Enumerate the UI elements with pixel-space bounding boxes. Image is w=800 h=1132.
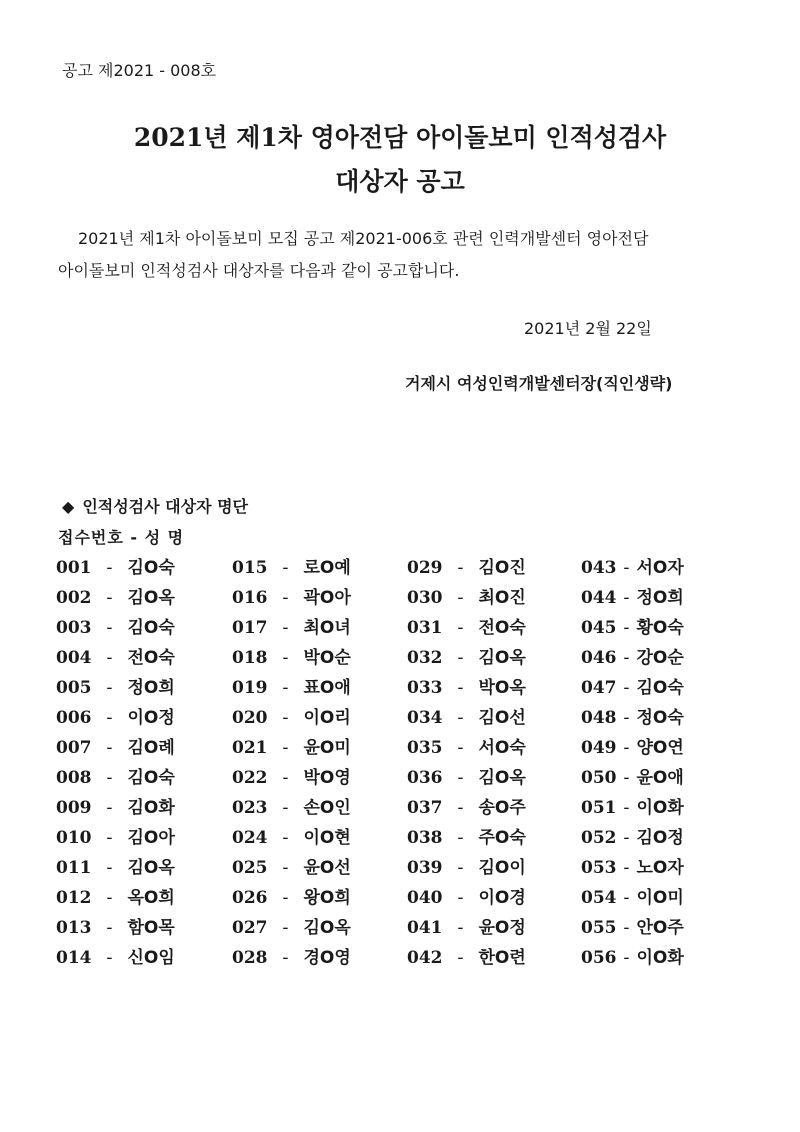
entry-number: 022 bbox=[232, 768, 268, 788]
roster-entry bbox=[232, 613, 351, 643]
entry-separator: - bbox=[282, 948, 289, 968]
entry-separator: - bbox=[623, 678, 630, 698]
roster-entry bbox=[581, 883, 684, 913]
roster-row bbox=[56, 733, 756, 763]
entry-separator: - bbox=[106, 588, 113, 608]
entry-number: 052 bbox=[581, 828, 617, 848]
entry-name: 경O영 bbox=[303, 948, 351, 968]
entry-number: 005 bbox=[56, 678, 92, 698]
entry-number: 055 bbox=[581, 918, 617, 938]
entry-name: 서O숙 bbox=[478, 738, 526, 758]
entry-separator: - bbox=[623, 888, 630, 908]
entry-number: 028 bbox=[232, 948, 268, 968]
entry-name: 김O정 bbox=[636, 828, 684, 848]
entry-name: 최O진 bbox=[478, 588, 526, 608]
roster-entry bbox=[407, 853, 526, 883]
entry-name: 김O아 bbox=[127, 828, 175, 848]
entry-separator: - bbox=[106, 858, 113, 878]
entry-number: 035 bbox=[407, 738, 443, 758]
entry-number: 008 bbox=[56, 768, 92, 788]
roster-table bbox=[56, 553, 756, 973]
entry-number: 009 bbox=[56, 798, 92, 818]
entry-separator: - bbox=[457, 948, 464, 968]
entry-name: 윤O선 bbox=[303, 858, 351, 878]
entry-name: 강O순 bbox=[636, 648, 684, 668]
roster-entry bbox=[407, 943, 526, 973]
entry-separator: - bbox=[457, 618, 464, 638]
entry-number: 018 bbox=[232, 648, 268, 668]
entry-name: 노O자 bbox=[636, 858, 684, 878]
entry-number: 029 bbox=[407, 558, 443, 578]
entry-separator: - bbox=[106, 618, 113, 638]
entry-name: 전O숙 bbox=[478, 618, 526, 638]
entry-separator: - bbox=[282, 588, 289, 608]
entry-name: 이O화 bbox=[636, 948, 684, 968]
entry-separator: - bbox=[106, 648, 113, 668]
entry-name: 박O옥 bbox=[478, 678, 526, 698]
entry-name: 손O인 bbox=[303, 798, 351, 818]
roster-entry bbox=[232, 823, 351, 853]
roster-entry bbox=[56, 733, 175, 763]
roster-entry bbox=[407, 733, 526, 763]
list-heading bbox=[62, 494, 248, 517]
entry-separator: - bbox=[623, 948, 630, 968]
entry-name: 박O순 bbox=[303, 648, 351, 668]
roster-entry bbox=[581, 823, 684, 853]
roster-entry bbox=[407, 703, 526, 733]
entry-separator: - bbox=[457, 918, 464, 938]
roster-entry bbox=[232, 913, 351, 943]
entry-separator: - bbox=[106, 888, 113, 908]
roster-entry bbox=[56, 763, 175, 793]
roster-entry bbox=[232, 733, 351, 763]
entry-name: 신O임 bbox=[127, 948, 175, 968]
entry-separator: - bbox=[282, 618, 289, 638]
roster-entry bbox=[232, 703, 351, 733]
entry-separator: - bbox=[457, 888, 464, 908]
roster-entry bbox=[581, 703, 684, 733]
entry-number: 020 bbox=[232, 708, 268, 728]
title-line-2: 대상자 공고 bbox=[335, 167, 465, 196]
roster-row bbox=[56, 943, 756, 973]
entry-number: 019 bbox=[232, 678, 268, 698]
entry-name: 로O예 bbox=[303, 558, 351, 578]
entry-number: 038 bbox=[407, 828, 443, 848]
roster-entry bbox=[232, 943, 351, 973]
roster-entry bbox=[56, 883, 175, 913]
entry-name: 김O례 bbox=[127, 738, 175, 758]
entry-number: 037 bbox=[407, 798, 443, 818]
entry-number: 007 bbox=[56, 738, 92, 758]
entry-separator: - bbox=[106, 798, 113, 818]
roster-row bbox=[56, 583, 756, 613]
roster-entry bbox=[232, 553, 351, 583]
entry-name: 서O자 bbox=[636, 558, 684, 578]
roster-row bbox=[56, 853, 756, 883]
entry-separator: - bbox=[106, 708, 113, 728]
entry-name: 윤O정 bbox=[478, 918, 526, 938]
entry-name: 김O옥 bbox=[303, 918, 351, 938]
roster-entry bbox=[407, 613, 526, 643]
entry-name: 김O이 bbox=[478, 858, 526, 878]
entry-separator: - bbox=[623, 768, 630, 788]
entry-separator: - bbox=[457, 648, 464, 668]
entry-number: 041 bbox=[407, 918, 443, 938]
entry-number: 011 bbox=[56, 858, 92, 878]
entry-separator: - bbox=[106, 918, 113, 938]
entry-name: 한O련 bbox=[478, 948, 526, 968]
entry-separator: - bbox=[282, 768, 289, 788]
entry-separator: - bbox=[282, 828, 289, 848]
entry-number: 053 bbox=[581, 858, 617, 878]
entry-number: 012 bbox=[56, 888, 92, 908]
entry-number: 032 bbox=[407, 648, 443, 668]
entry-separator: - bbox=[457, 558, 464, 578]
entry-name: 이O리 bbox=[303, 708, 351, 728]
entry-separator: - bbox=[623, 648, 630, 668]
entry-name: 양O연 bbox=[636, 738, 684, 758]
entry-separator: - bbox=[623, 618, 630, 638]
entry-number: 023 bbox=[232, 798, 268, 818]
document-number: 공고 제2021 - 008호 bbox=[62, 61, 217, 80]
entry-name: 전O숙 bbox=[127, 648, 175, 668]
entry-separator: - bbox=[457, 798, 464, 818]
entry-number: 045 bbox=[581, 618, 617, 638]
roster-row bbox=[56, 883, 756, 913]
entry-number: 027 bbox=[232, 918, 268, 938]
entry-number: 001 bbox=[56, 558, 92, 578]
entry-separator: - bbox=[623, 588, 630, 608]
entry-name: 표O애 bbox=[303, 678, 351, 698]
entry-separator: - bbox=[623, 828, 630, 848]
entry-name: 안O주 bbox=[636, 918, 684, 938]
entry-number: 039 bbox=[407, 858, 443, 878]
roster-entry bbox=[581, 913, 684, 943]
entry-separator: - bbox=[457, 768, 464, 788]
roster-entry bbox=[407, 823, 526, 853]
entry-number: 036 bbox=[407, 768, 443, 788]
entry-separator: - bbox=[282, 738, 289, 758]
entry-number: 050 bbox=[581, 768, 617, 788]
roster-entry bbox=[407, 763, 526, 793]
entry-separator: - bbox=[106, 828, 113, 848]
entry-number: 014 bbox=[56, 948, 92, 968]
entry-separator: - bbox=[457, 828, 464, 848]
roster-entry bbox=[581, 553, 684, 583]
entry-separator: - bbox=[623, 558, 630, 578]
entry-separator: - bbox=[457, 678, 464, 698]
list-heading-text: 인적성검사 대상자 명단 bbox=[82, 497, 249, 516]
entry-number: 047 bbox=[581, 678, 617, 698]
entry-separator: - bbox=[623, 918, 630, 938]
roster-entry bbox=[56, 943, 175, 973]
entry-name: 송O주 bbox=[478, 798, 526, 818]
entry-number: 013 bbox=[56, 918, 92, 938]
roster-row bbox=[56, 613, 756, 643]
roster-entry bbox=[407, 583, 526, 613]
entry-number: 003 bbox=[56, 618, 92, 638]
roster-entry bbox=[232, 883, 351, 913]
entry-name: 김O옥 bbox=[127, 588, 175, 608]
notice-date: 2021년 2월 22일 bbox=[524, 319, 652, 338]
entry-separator: - bbox=[106, 768, 113, 788]
entry-name: 김O숙 bbox=[636, 678, 684, 698]
entry-separator: - bbox=[106, 738, 113, 758]
roster-entry bbox=[56, 583, 175, 613]
entry-number: 048 bbox=[581, 708, 617, 728]
entry-name: 김O숙 bbox=[127, 618, 175, 638]
roster-entry bbox=[232, 583, 351, 613]
roster-row bbox=[56, 673, 756, 703]
entry-separator: - bbox=[623, 798, 630, 818]
entry-number: 033 bbox=[407, 678, 443, 698]
roster-entry bbox=[232, 853, 351, 883]
roster-entry bbox=[581, 643, 684, 673]
roster-entry bbox=[581, 793, 684, 823]
entry-name: 정O숙 bbox=[636, 708, 684, 728]
entry-separator: - bbox=[623, 738, 630, 758]
entry-name: 김O숙 bbox=[127, 558, 175, 578]
roster-entry bbox=[232, 673, 351, 703]
roster-entry bbox=[407, 883, 526, 913]
entry-number: 015 bbox=[232, 558, 268, 578]
roster-entry bbox=[407, 793, 526, 823]
entry-name: 김O화 bbox=[127, 798, 175, 818]
entry-number: 042 bbox=[407, 948, 443, 968]
entry-separator: - bbox=[106, 558, 113, 578]
entry-separator: - bbox=[623, 858, 630, 878]
roster-entry bbox=[56, 613, 175, 643]
entry-name: 김O옥 bbox=[478, 768, 526, 788]
diamond-bullet-icon: ◆ bbox=[62, 497, 75, 516]
entry-separator: - bbox=[282, 678, 289, 698]
entry-number: 043 bbox=[581, 558, 617, 578]
entry-name: 곽O아 bbox=[303, 588, 351, 608]
roster-entry bbox=[56, 673, 175, 703]
roster-row bbox=[56, 643, 756, 673]
entry-name: 이O현 bbox=[303, 828, 351, 848]
entry-number: 049 bbox=[581, 738, 617, 758]
roster-entry bbox=[56, 703, 175, 733]
entry-name: 이O미 bbox=[636, 888, 684, 908]
roster-row bbox=[56, 793, 756, 823]
entry-number: 046 bbox=[581, 648, 617, 668]
entry-name: 윤O애 bbox=[636, 768, 684, 788]
roster-entry bbox=[56, 553, 175, 583]
entry-separator: - bbox=[282, 558, 289, 578]
roster-entry bbox=[232, 763, 351, 793]
entry-number: 031 bbox=[407, 618, 443, 638]
entry-number: 016 bbox=[232, 588, 268, 608]
entry-name: 정O희 bbox=[127, 678, 175, 698]
entry-name: 이O정 bbox=[127, 708, 175, 728]
entry-number: 044 bbox=[581, 588, 617, 608]
roster-entry bbox=[56, 823, 175, 853]
column-header: 접수번호 - 성 명 bbox=[58, 528, 185, 547]
title-line-1: 2021년 제1차 영아전담 아이돌보미 인적성검사 bbox=[133, 123, 667, 152]
roster-entry bbox=[56, 853, 175, 883]
entry-number: 026 bbox=[232, 888, 268, 908]
roster-entry bbox=[581, 673, 684, 703]
roster-entry bbox=[56, 913, 175, 943]
roster-entry bbox=[56, 643, 175, 673]
entry-separator: - bbox=[282, 708, 289, 728]
roster-entry bbox=[581, 613, 684, 643]
entry-separator: - bbox=[282, 798, 289, 818]
entry-name: 정O희 bbox=[636, 588, 684, 608]
entry-name: 김O선 bbox=[478, 708, 526, 728]
entry-number: 040 bbox=[407, 888, 443, 908]
roster-row bbox=[56, 763, 756, 793]
entry-name: 함O목 bbox=[127, 918, 175, 938]
entry-name: 최O녀 bbox=[303, 618, 351, 638]
entry-separator: - bbox=[106, 948, 113, 968]
roster-entry bbox=[407, 553, 526, 583]
entry-name: 황O숙 bbox=[636, 618, 684, 638]
entry-separator: - bbox=[282, 648, 289, 668]
roster-row bbox=[56, 913, 756, 943]
entry-number: 004 bbox=[56, 648, 92, 668]
entry-separator: - bbox=[457, 738, 464, 758]
roster-entry bbox=[581, 733, 684, 763]
body-paragraph-line-2: 아이돌보미 인적성검사 대상자를 다음과 같이 공고합니다. bbox=[58, 261, 460, 280]
roster-entry bbox=[407, 913, 526, 943]
entry-separator: - bbox=[457, 858, 464, 878]
entry-name: 김O옥 bbox=[127, 858, 175, 878]
entry-number: 051 bbox=[581, 798, 617, 818]
entry-separator: - bbox=[282, 858, 289, 878]
entry-number: 021 bbox=[232, 738, 268, 758]
entry-number: 024 bbox=[232, 828, 268, 848]
entry-name: 옥O희 bbox=[127, 888, 175, 908]
entry-number: 034 bbox=[407, 708, 443, 728]
entry-separator: - bbox=[623, 708, 630, 728]
entry-separator: - bbox=[282, 888, 289, 908]
entry-number: 030 bbox=[407, 588, 443, 608]
body-paragraph-line-1: 2021년 제1차 아이돌보미 모집 공고 제2021-006호 관련 인력개발센터 영아전담 bbox=[78, 229, 649, 248]
roster-entry bbox=[581, 943, 684, 973]
roster-entry bbox=[232, 643, 351, 673]
entry-number: 054 bbox=[581, 888, 617, 908]
issuer-signature: 거제시 여성인력개발센터장(직인생략) bbox=[405, 374, 673, 393]
roster-row bbox=[56, 703, 756, 733]
entry-separator: - bbox=[106, 678, 113, 698]
entry-name: 김O옥 bbox=[478, 648, 526, 668]
roster-entry bbox=[407, 643, 526, 673]
roster-entry bbox=[407, 673, 526, 703]
entry-name: 김O숙 bbox=[127, 768, 175, 788]
entry-name: 왕O희 bbox=[303, 888, 351, 908]
entry-separator: - bbox=[457, 588, 464, 608]
roster-row bbox=[56, 553, 756, 583]
roster-entry bbox=[581, 583, 684, 613]
entry-number: 056 bbox=[581, 948, 617, 968]
entry-name: 박O영 bbox=[303, 768, 351, 788]
roster-entry bbox=[56, 793, 175, 823]
entry-separator: - bbox=[457, 708, 464, 728]
entry-number: 017 bbox=[232, 618, 268, 638]
roster-entry bbox=[232, 793, 351, 823]
entry-number: 002 bbox=[56, 588, 92, 608]
entry-name: 이O화 bbox=[636, 798, 684, 818]
roster-entry bbox=[581, 853, 684, 883]
entry-number: 006 bbox=[56, 708, 92, 728]
entry-number: 025 bbox=[232, 858, 268, 878]
entry-number: 010 bbox=[56, 828, 92, 848]
entry-separator: - bbox=[282, 918, 289, 938]
entry-name: 윤O미 bbox=[303, 738, 351, 758]
entry-name: 주O숙 bbox=[478, 828, 526, 848]
entry-name: 김O진 bbox=[478, 558, 526, 578]
roster-row bbox=[56, 823, 756, 853]
entry-name: 이O경 bbox=[478, 888, 526, 908]
roster-entry bbox=[581, 763, 684, 793]
